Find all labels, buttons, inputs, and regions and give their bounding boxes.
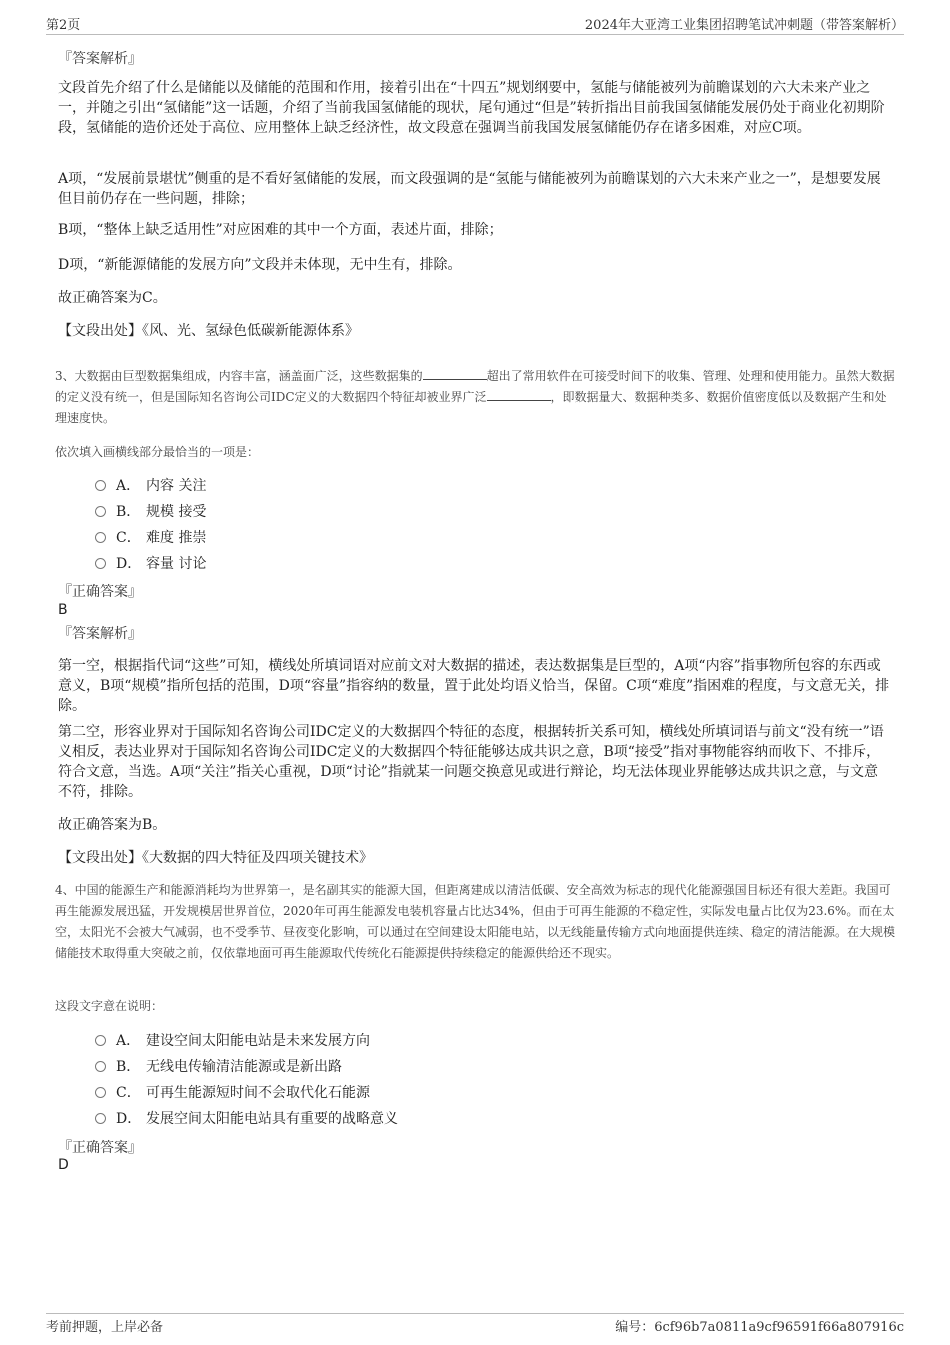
q3-option-c[interactable]: C． 难度 推崇 — [95, 528, 206, 548]
page-footer — [46, 1313, 904, 1334]
q2-analysis-para-1: 文段首先介绍了什么是储能以及储能的范围和作用，接着引出在“十四五”规划纲要中，氢能与储能被列为前瞻谋划的六大未来产业之一，并随之引出“氢储能”这一话题，介绍了当前我国氢储能的现状，尾句通过“但是”转折指出目前我国氢储能发展仍处于商业化初期阶段，氢储能的造价还处于高位、应用整体上缺乏经济性，故文段意在强调当前我国发展氢储能仍存在诸多困难，对应C项。 — [58, 80, 885, 136]
q4-stem: 4、中国的能源生产和能源消耗均为世界第一，是名副其实的能源大国，但距离建成以清洁低碳、安全高效为标志的现代化能源强国目标还有很大差距。我国可再生能源发展迅猛，开发规模居世界首位，2020年可再生能源发电装机容量占比达34%，但由于可再生能源的不稳定性，实际发电量占比仅为23.6%。而在太空，太阳光不会被大气减弱，也不受季节、昼夜变化影响，可以通过在空间建设太阳能电站，以无线能量传输方式向地面提供连续、稳定的清洁能源。在大规模储能技术取得重大突破之前，仅依靠地面可再生能源取代传统化石能源提供持续稳定的能源供给还不现实。 — [55, 883, 896, 960]
document-title: 2024年大亚湾工业集团招聘笔试冲刺题（带答案解析） — [584, 18, 904, 33]
page-number: 第2页 — [46, 18, 81, 33]
q3-analysis-tag: 『答案解析』 — [58, 626, 142, 642]
radio-icon[interactable] — [95, 1087, 106, 1098]
page-header — [46, 14, 904, 35]
footer-slogan: 考前押题，上岸必备 — [46, 1320, 164, 1335]
q4-correct-tag: 『正确答案』 — [58, 1140, 142, 1156]
q3-blank-1 — [423, 367, 487, 380]
q4-option-d[interactable]: D． 发展空间太阳能电站具有重要的战略意义 — [95, 1109, 398, 1129]
q4-correct-answer: D — [58, 1157, 69, 1173]
q3-source: 【文段出处】《大数据的四大特征及四项关键技术》 — [58, 850, 373, 866]
q3-correct-tag: 『正确答案』 — [58, 584, 142, 600]
q4-option-a[interactable]: A． 建设空间太阳能电站是未来发展方向 — [95, 1031, 370, 1051]
q3-correct-answer: B — [58, 602, 68, 618]
q3-analysis-para-2: 第二空，形容业界对于国际知名咨询公司IDC定义的大数据四个特征的态度，根据转折关系可知，横线处所填词语与前文“没有统一”语义相反，表达业界对于国际知名咨询公司IDC定义的大数据四个特征能够达成共识之意，B项“接受”指对事物能容纳而收下、不排斥，符合文意，当选。A项“关注”指关心重视，D项“讨论”指就某一问题交换意见或进行辩论，均无法体现业界能够达成共识之意，与文意不符，排除。 — [58, 724, 884, 800]
q2-source: 【文段出处】《风、光、氢绿色低碳新能源体系》 — [58, 323, 359, 339]
q3-option-b[interactable]: B． 规模 接受 — [95, 502, 206, 522]
q3-blank-2 — [487, 388, 551, 401]
q2-analysis-tag: 『答案解析』 — [58, 51, 142, 67]
q4-prompt: 这段文字意在说明： — [55, 999, 164, 1013]
q3-option-d[interactable]: D． 容量 讨论 — [95, 554, 206, 574]
q2-analysis-para-3: B项，“整体上缺乏适用性”对应困难的其中一个方面，表述片面，排除； — [58, 222, 503, 238]
q4-option-c[interactable]: C． 可再生能源短时间不会取代化石能源 — [95, 1083, 370, 1103]
q3-answer-conclusion: 故正确答案为B。 — [58, 817, 167, 833]
radio-icon[interactable] — [95, 1035, 106, 1046]
radio-icon[interactable] — [95, 1113, 106, 1124]
radio-icon[interactable] — [95, 558, 106, 569]
q4-option-b[interactable]: B． 无线电传输清洁能源或是新出路 — [95, 1057, 342, 1077]
document-id: 编号：6cf96b7a0811a9cf96591f66a807916c — [615, 1320, 904, 1335]
q3-stem: 3、大数据由巨型数据集组成，内容丰富，涵盖面广泛，这些数据集的 超出了常用软件在可接受时间下的收集、管理、处理和使用能力。虽然大数据的定义没有统一，但是国际知名咨询公司IDC定义的大数据四个特征却被业界广泛 ，即数据量大、数据种类多、数据价值密度低以及数据产生和处理速度快。 — [55, 369, 895, 425]
radio-icon[interactable] — [95, 532, 106, 543]
q2-answer-conclusion: 故正确答案为C。 — [58, 290, 167, 306]
radio-icon[interactable] — [95, 480, 106, 491]
q2-analysis-para-2: A项，“发展前景堪忧”侧重的是不看好氢储能的发展，而文段强调的是“氢能与储能被列为前瞻谋划的六大未来产业之一”，是想要发展但目前仍存在一些问题，排除； — [58, 171, 881, 207]
q3-analysis-para-1: 第一空，根据指代词“这些”可知，横线处所填词语对应前文对大数据的描述，表达数据集是巨型的，A项“内容”指事物所包容的东西或意义，B项“规模”指所包括的范围，D项“容量”指容纳的数量，置于此处均语义恰当，保留。C项“难度”指困难的程度，与文意无关，排除。 — [58, 658, 890, 714]
q3-option-a[interactable]: A． 内容 关注 — [95, 476, 206, 496]
radio-icon[interactable] — [95, 506, 106, 517]
q2-analysis-para-4: D项，“新能源储能的发展方向”文段并未体现，无中生有，排除。 — [58, 257, 462, 273]
q3-prompt: 依次填入画横线部分最恰当的一项是： — [55, 445, 260, 459]
radio-icon[interactable] — [95, 1061, 106, 1072]
